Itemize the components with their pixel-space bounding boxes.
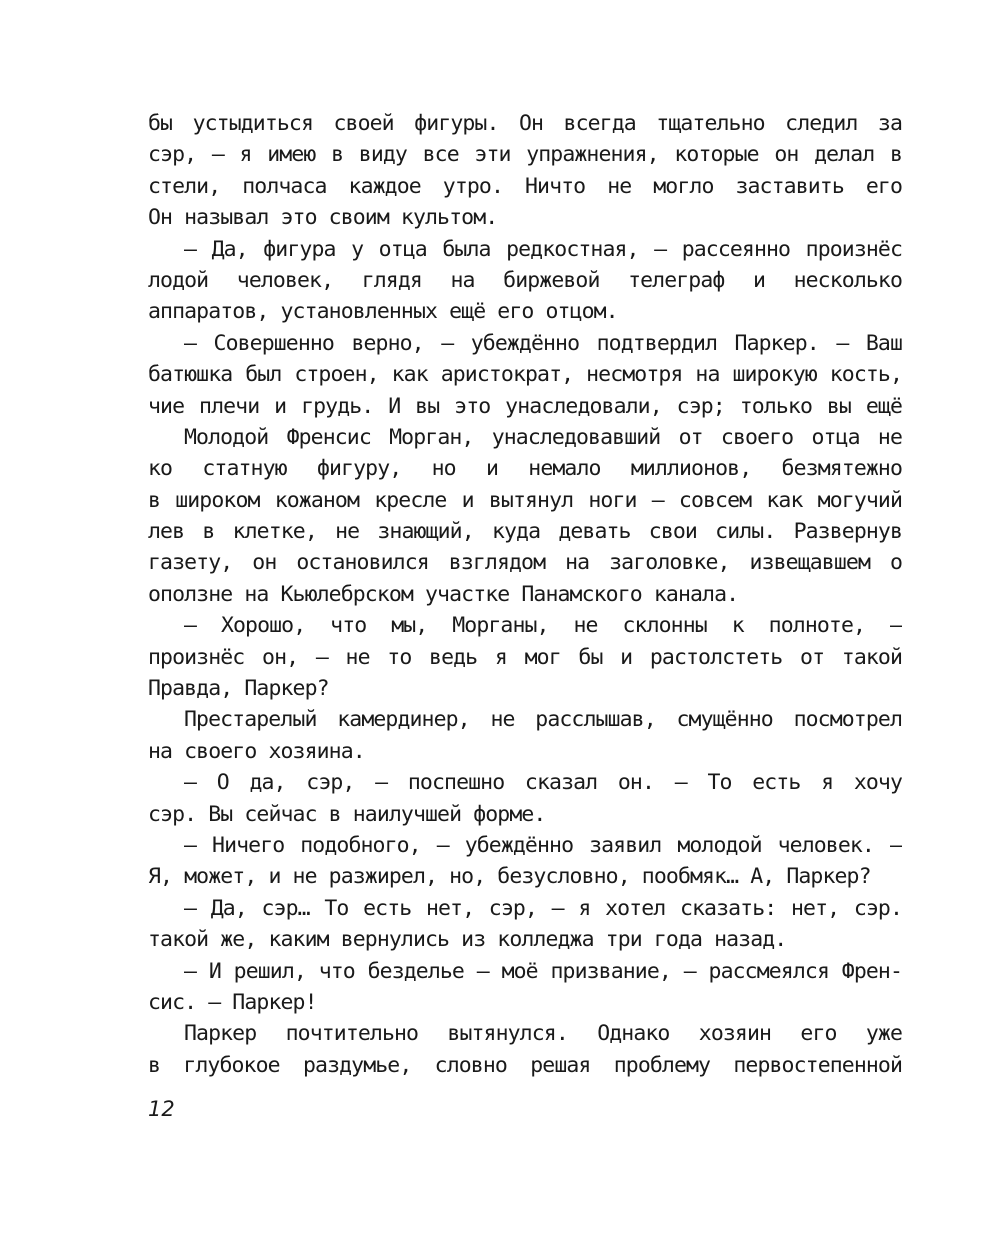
text-line: лев в клетке, не знающий, куда девать свои силы. Развернув: [148, 519, 902, 545]
text-line: ко статную фигуру, но и немало миллионов, безмятежно: [148, 456, 902, 482]
text-line: чие плечи и грудь. И вы это унаследовали, сэр; только вы ещё: [148, 393, 902, 419]
text-line: Престарелый камердинер, не расслышав, смущённо посмотрел: [184, 707, 902, 733]
text-line: — Ничего подобного, — убеждённо заявил молодой человек. —: [184, 832, 902, 858]
text-line: — Да, фигура у отца была редкостная, — рассеянно произнёс: [184, 236, 902, 262]
text-line: — Да, сэр… То есть нет, сэр, — я хотел сказать: нет, сэр.: [184, 895, 902, 921]
text-line: в глубокое раздумье, словно решая проблему первостепенной: [148, 1052, 902, 1078]
text-line: сэр, — я имею в виду все эти упражнения, которые он делал в: [148, 142, 902, 168]
text-line: на своего хозяина.: [148, 738, 365, 764]
text-line: — Хорошо, что мы, Морганы, не склонны к полноте, —: [184, 613, 902, 639]
text-line: произнёс он, — не то ведь я мог бы и растолстеть от такой: [148, 644, 902, 670]
text-line: — О да, сэр, — поспешно сказал он. — То есть я хочу: [184, 770, 902, 796]
text-line: бы устыдиться своей фигуры. Он всегда тщательно следил за: [148, 111, 902, 136]
text-line: — И решил, что безделье — моё призвание, — рассмеялся Френ-: [184, 958, 902, 984]
text-line: газету, он остановился взглядом на заголовке, извещавшем о: [148, 550, 902, 576]
text-line: стели, полчаса каждое утро. Ничто не могло заставить его: [148, 173, 902, 199]
text-line: Молодой Френсис Морган, унаследовавший от своего отца не: [184, 424, 902, 450]
page-number: 12: [148, 1097, 175, 1121]
text-line: оползне на Кьюлебрском участке Панамского канала.: [148, 581, 739, 607]
text-line: — Совершенно верно, — убеждённо подтвердил Паркер. — Ваш: [184, 330, 902, 356]
text-line: сэр. Вы сейчас в наилучшей форме.: [148, 801, 546, 827]
text-line: Правда, Паркер?: [148, 676, 329, 702]
body-text: [148, 108, 902, 1081]
text-line: Он называл это своим культом.: [148, 205, 498, 231]
text-line: сис. — Паркер!: [148, 989, 317, 1015]
text-line: аппаратов, установленных ещё его отцом.: [148, 299, 618, 325]
text-line: такой же, каким вернулись из колледжа три года назад.: [148, 927, 787, 953]
text-line: Паркер почтительно вытянулся. Однако хозяин его уже: [184, 1021, 902, 1047]
text-line: Я, может, и не разжирел, но, безусловно, пообмяк… А, Паркер?: [148, 864, 871, 890]
text-line: батюшка был строен, как аристократ, несмотря на широкую кость,: [148, 362, 902, 388]
text-line: лодой человек, глядя на биржевой телеграф и несколько: [148, 267, 902, 293]
text-line: в широком кожаном кресле и вытянул ноги — совсем как могучий: [148, 487, 902, 513]
